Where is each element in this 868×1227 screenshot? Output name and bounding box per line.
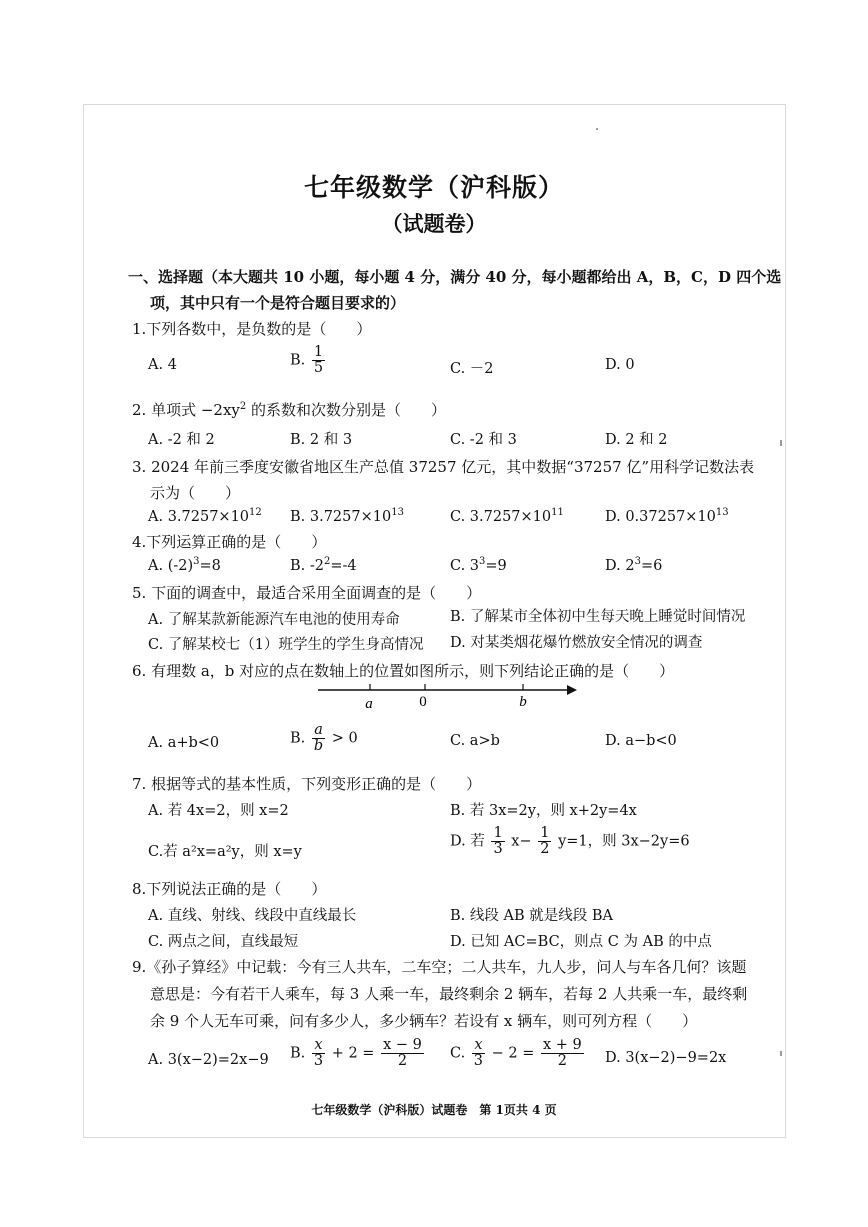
section-heading-line1: 一、选择题（本大题共 10 小题，每小题 4 分，满分 40 分，每小题都给出 A，B，C，D 四个选 bbox=[128, 268, 782, 286]
question-1-option-b: B. $\frac{1}{5}$ bbox=[290, 344, 324, 377]
question-7-stem: 7. 根据等式的基本性质，下列变形正确的是（ ） bbox=[132, 775, 482, 793]
question-6-option-b: B. $\frac{a}{b}$ > 0 bbox=[290, 722, 358, 755]
question-7-option-c: C.若 a²x=a²y，则 x=y bbox=[148, 844, 302, 860]
question-5-option-b: B. 了解某市全体初中生每天晚上睡觉时间情况 bbox=[450, 609, 746, 625]
page-subtitle: （试题卷） bbox=[381, 211, 487, 236]
question-1-option-c: C. －2 bbox=[450, 361, 494, 377]
question-5-option-a: A. 了解某款新能源汽车电池的使用寿命 bbox=[148, 612, 400, 628]
label-zero: 0 bbox=[419, 694, 427, 710]
question-4-option-c: C. $3^3=9$ bbox=[450, 556, 507, 574]
section-heading-line2: 项，其中只有一个是符合题目要求的） bbox=[150, 294, 406, 312]
question-7-option-a: A. 若 4x=2，则 x=2 bbox=[148, 803, 289, 819]
question-3-option-d: D. $0.37257\times 10^{13}$ bbox=[605, 507, 729, 525]
question-2-option-b: B. 2 和 3 bbox=[290, 432, 353, 448]
question-4-stem: 4.下列运算正确的是（ ） bbox=[132, 533, 327, 551]
question-9-option-c: C. $\frac{x}{3}$ − 2 = $\frac{x + 9}{2}$ bbox=[450, 1037, 582, 1070]
scan-speck bbox=[780, 1051, 782, 1056]
page-title: 七年级数学（沪科版） bbox=[303, 173, 564, 202]
question-1-option-a: A. 4 bbox=[148, 357, 177, 373]
question-8-stem: 8.下列说法正确的是（ ） bbox=[132, 880, 327, 898]
question-3-stem-line2: 示为（ ） bbox=[150, 484, 241, 502]
question-8-option-b: B. 线段 AB 就是线段 BA bbox=[450, 908, 613, 924]
question-9-option-d: D. 3(x−2)−9=2x bbox=[605, 1050, 727, 1066]
question-4-option-a: A. $(-2)^3=8$ bbox=[148, 556, 221, 574]
number-line-arrow bbox=[567, 685, 577, 695]
question-7-option-b: B. 若 3x=2y，则 x+2y=4x bbox=[450, 803, 637, 819]
question-4-option-b: B. $-2^2=-4$ bbox=[290, 556, 357, 574]
question-5-stem: 5. 下面的调查中，最适合采用全面调查的是（ ） bbox=[132, 584, 482, 602]
question-8-option-a: A. 直线、射线、线段中直线最长 bbox=[148, 908, 357, 924]
page-footer: 七年级数学（沪科版）试题卷 第 1页共 4 页 bbox=[311, 1103, 557, 1117]
question-9-stem-line2: 意思是：今有若干人乘车，每 3 人乘一车，最终剩余 2 辆车，若每 2 人共乘一车，最终剩 bbox=[150, 985, 748, 1003]
scan-speck bbox=[596, 128, 598, 130]
question-5-option-d: D. 对某类烟花爆竹燃放安全情况的调查 bbox=[450, 635, 703, 651]
question-2-stem: 2. 单项式 $-2xy^2$ 的系数和次数分别是（ ） bbox=[132, 401, 447, 419]
question-2-option-d: D. 2 和 2 bbox=[605, 432, 668, 448]
question-1-option-d: D. 0 bbox=[605, 357, 635, 373]
question-3-option-a: A. $3.7257\times 10^{12}$ bbox=[148, 507, 262, 525]
question-4-option-d: D. $2^3=6$ bbox=[605, 556, 663, 574]
question-2-option-a: A. -2 和 2 bbox=[148, 432, 215, 448]
question-9-option-a: A. 3(x−2)=2x−9 bbox=[148, 1052, 269, 1068]
question-1-stem: 1.下列各数中，是负数的是（ ） bbox=[132, 320, 372, 338]
question-9-stem-line3: 余 9 个人无车可乘，问有多少人，多少辆车？若设有 x 辆车，则可列方程（ ） bbox=[150, 1012, 698, 1030]
question-7-option-d: D. 若 $\frac{1}{3}$ x− $\frac{1}{2}$ y=1，则 3x−2y=6 bbox=[450, 825, 690, 858]
question-9-option-b: B. $\frac{x}{3}$ + 2 = $\frac{x - 9}{2}$ bbox=[290, 1037, 422, 1070]
question-8-option-c: C. 两点之间，直线最短 bbox=[148, 934, 299, 950]
label-b: b bbox=[519, 694, 527, 710]
question-3-option-c: C. $3.7257\times 10^{11}$ bbox=[450, 507, 564, 525]
question-3-option-b: B. $3.7257\times 10^{13}$ bbox=[290, 507, 404, 525]
scan-speck bbox=[780, 440, 782, 446]
question-6-option-a: A. a+b<0 bbox=[148, 735, 220, 751]
question-2-option-c: C. -2 和 3 bbox=[450, 432, 517, 448]
question-6-stem: 6. 有理数 a，b 对应的点在数轴上的位置如图所示，则下列结论正确的是（ ） bbox=[132, 662, 675, 680]
question-6-option-d: D. a−b<0 bbox=[605, 733, 677, 749]
question-3-stem-line1: 3. 2024 年前三季度安徽省地区生产总值 37257 亿元，其中数据“37257 亿”用科学记数法表 bbox=[132, 458, 755, 476]
label-a: a bbox=[365, 696, 373, 711]
question-8-option-d: D. 已知 AC=BC，则点 C 为 AB 的中点 bbox=[450, 934, 712, 950]
question-6-option-c: C. a>b bbox=[450, 733, 500, 749]
question-9-stem-line1: 9.《孙子算经》中记载：今有三人共车，二车空；二人共车，九人步，问人与车各几何？该题 bbox=[132, 958, 747, 976]
question-5-option-c: C. 了解某校七（1）班学生的学生身高情况 bbox=[148, 637, 424, 653]
number-line-figure bbox=[315, 679, 580, 711]
